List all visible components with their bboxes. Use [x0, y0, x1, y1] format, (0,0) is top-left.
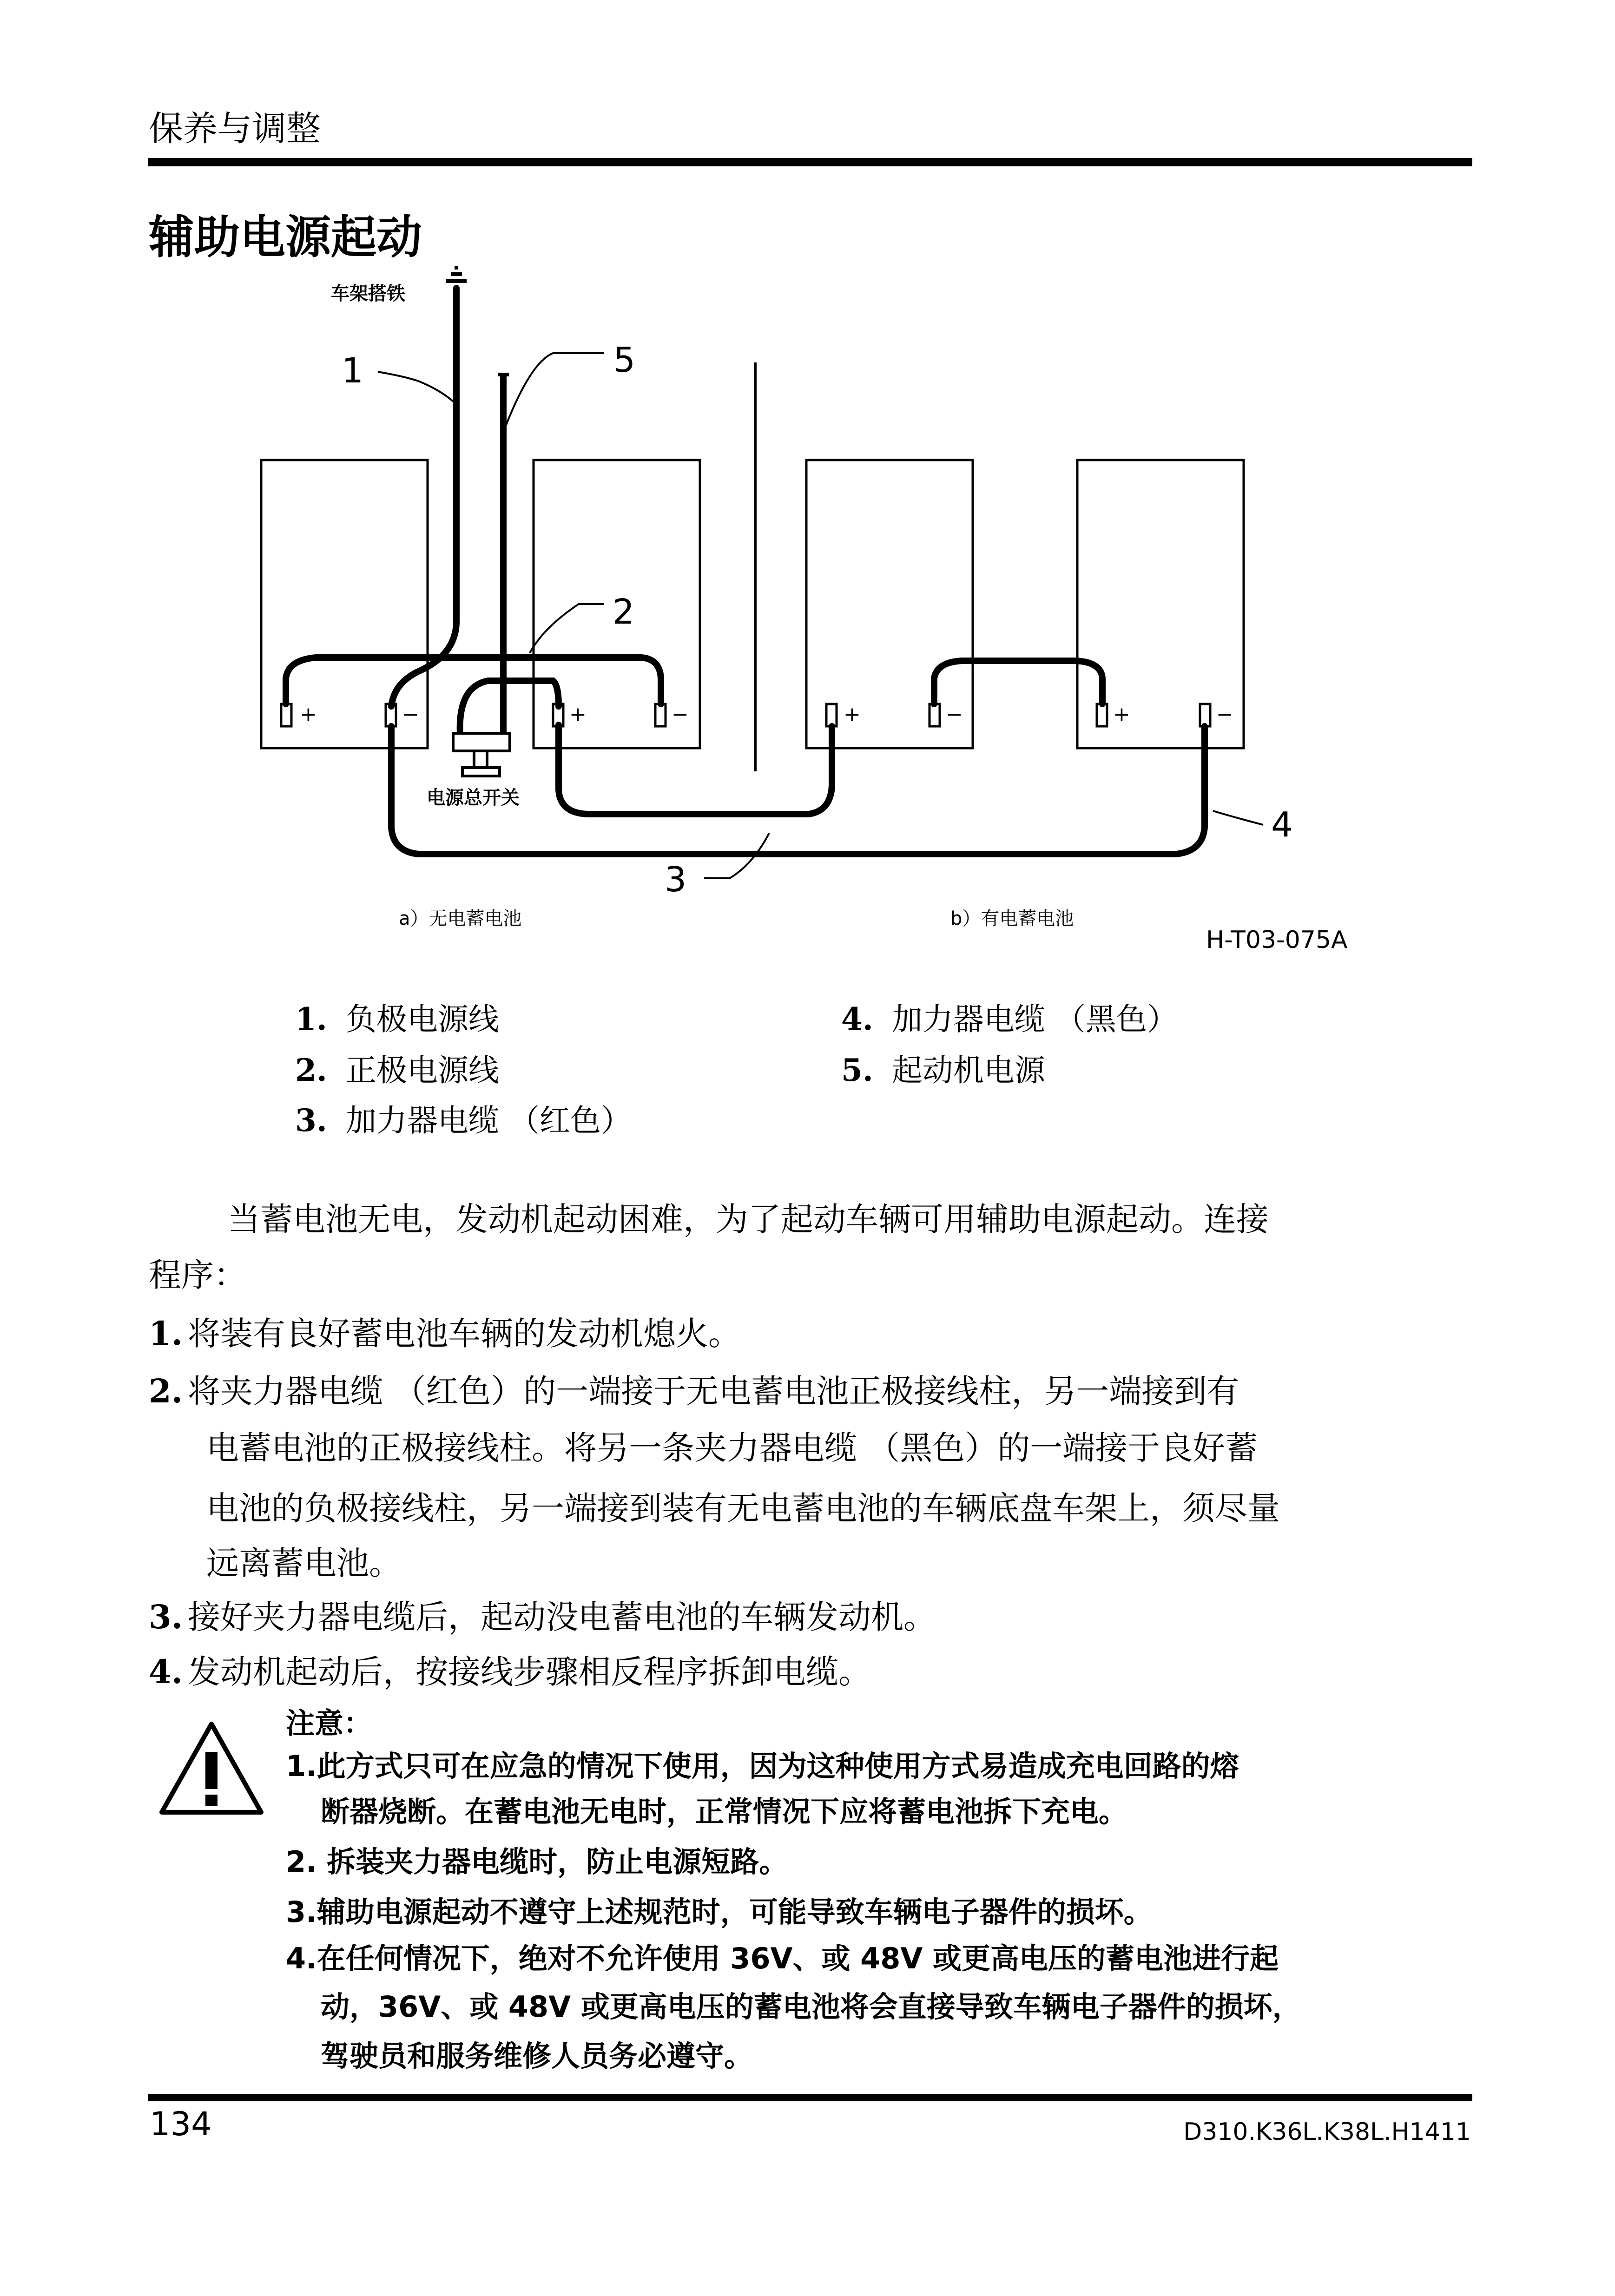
- caption-a: a）无电蓄电池: [399, 908, 522, 929]
- caution-line: 1.此方式只可在应急的情况下使用，因为这种使用方式易造成充电回路的熔: [286, 1749, 1239, 1783]
- legend-item: 1. 负极电源线: [295, 1001, 499, 1037]
- caution-line: 2. 拆装夹力器电缆时，防止电源短路。: [286, 1845, 788, 1879]
- page-number: 134: [150, 2105, 212, 2143]
- caution-line: 断器烧断。在蓄电池无电时，正常情况下应将蓄电池拆下充电。: [321, 1795, 1128, 1829]
- intro-text: 当蓄电池无电，发动机起动困难，为了起动车辆可用辅助电源起动。连接: [228, 1200, 1269, 1238]
- callout-4: 4: [1271, 805, 1293, 845]
- callout-5: 5: [613, 340, 636, 380]
- step-2-cont: 远离蓄电池。: [206, 1544, 402, 1582]
- page-title: 辅助电源起动: [149, 211, 422, 264]
- caption-b: b）有电蓄电池: [950, 908, 1074, 929]
- step-2-cont: 电蓄电池的正极接线柱。将另一条夹力器电缆 （黑色）的一端接于良好蓄: [206, 1429, 1258, 1467]
- caution-line: 3.辅助电源起动不遵守上述规范时，可能导致车辆电子器件的损坏。: [286, 1895, 1153, 1929]
- terminal-plus: +: [1113, 703, 1130, 726]
- caution-line: 驾驶员和服务维修人员务必遵守。: [321, 2039, 753, 2073]
- step-2-cont: 电池的负极接线柱，另一端接到装有无电蓄电池的车辆底盘车架上，须尽量: [206, 1489, 1280, 1527]
- terminal-minus: −: [946, 703, 963, 726]
- caution-line: 动，36V、或 48V 或更高电压的蓄电池将会直接导致车辆电子器件的损坏，: [321, 1990, 1301, 2024]
- wiring-diagram: [0, 0, 1615, 985]
- step-3: 3. 接好夹力器电缆后，起动没电蓄电池的车辆发动机。: [149, 1598, 936, 1636]
- step-1: 1. 将装有良好蓄电池车辆的发动机熄火。: [149, 1314, 741, 1353]
- terminal-plus: +: [300, 703, 317, 726]
- legend-item: 3. 加力器电缆 （红色）: [295, 1102, 632, 1138]
- warning-icon: [158, 1719, 265, 1817]
- terminal-minus: −: [672, 703, 689, 726]
- legend-item: 4. 加力器电缆 （黑色）: [841, 1001, 1178, 1037]
- callout-3: 3: [665, 860, 687, 900]
- terminal-plus: +: [844, 703, 861, 726]
- legend-item: 5. 起动机电源: [841, 1052, 1045, 1088]
- figure-code: H-T03-075A: [1206, 926, 1348, 954]
- callout-1: 1: [342, 351, 364, 391]
- caution-line: 4.在任何情况下，绝对不允许使用 36V、或 48V 或更高电压的蓄电池进行起: [286, 1941, 1279, 1975]
- callout-2: 2: [613, 592, 635, 632]
- terminal-minus: −: [1216, 703, 1233, 726]
- main-switch-label: 电源总开关: [427, 787, 520, 809]
- terminal-minus: −: [402, 703, 419, 726]
- frame-ground-label: 车架搭铁: [331, 283, 405, 304]
- footer-rule: [148, 2094, 1472, 2101]
- step-2: 2. 将夹力器电缆 （红色）的一端接于无电蓄电池正极接线柱，另一端接到有: [149, 1372, 1239, 1410]
- step-4: 4. 发动机起动后，按接线步骤相反程序拆卸电缆。: [149, 1652, 871, 1691]
- legend-item: 2. 正极电源线: [295, 1052, 499, 1088]
- document-code: D310.K36L.K38L.H1411: [1183, 2118, 1471, 2146]
- terminal-plus: +: [569, 703, 587, 726]
- page-header-section: 保养与调整: [149, 109, 321, 149]
- intro-text-cont: 程序：: [149, 1256, 246, 1294]
- caution-title: 注意：: [286, 1706, 373, 1740]
